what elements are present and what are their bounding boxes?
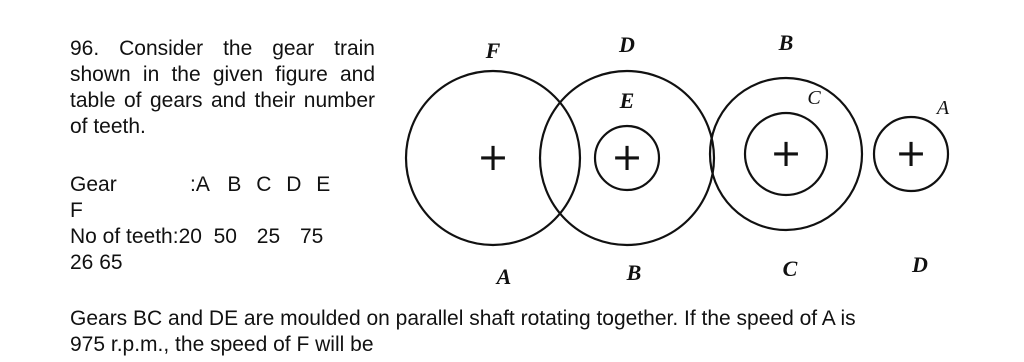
gear-table	[70, 172, 380, 276]
gear-row-label: Gear	[70, 173, 117, 196]
gear-row-wrap: F	[70, 199, 83, 222]
label-c-inner: C	[807, 87, 821, 109]
question-text: 96. Consider the gear train shown in the given figure and table of gears and their number of teeth.	[70, 37, 375, 138]
teeth-row-values: 50 25 75	[213, 225, 324, 248]
gear-a-center-mark: +	[895, 131, 927, 175]
footer-line-1: Gears BC and DE are moulded on parallel shaft rotating together. If the speed of A is	[70, 307, 856, 330]
teeth-row-label: No of teeth:20	[70, 225, 202, 248]
label-b-bottom: B	[626, 260, 642, 285]
label-f-top: F	[485, 38, 501, 63]
teeth-row-wrap: 26 65	[70, 251, 123, 274]
label-d-top: D	[619, 32, 635, 57]
label-c-bottom: C	[782, 256, 798, 281]
footer-line-2: 975 r.p.m., the speed of F will be	[70, 333, 374, 356]
question-footer	[70, 306, 970, 358]
gear-train-diagram	[400, 20, 980, 300]
label-a-bottom: A	[496, 264, 512, 289]
gear-row	[70, 172, 380, 198]
gear-b-center-mark: +	[770, 131, 802, 175]
label-d-bottom: D	[912, 252, 928, 277]
label-e-inner: E	[619, 88, 635, 113]
gear-train-figure	[400, 20, 980, 300]
gear-row-first: :A	[190, 173, 210, 196]
gear-f-center-mark: +	[477, 135, 509, 179]
teeth-row	[70, 224, 380, 250]
gear-d-center-mark: +	[611, 135, 643, 179]
gear-row-letters: B C D E	[227, 173, 331, 196]
label-a-inner: A	[936, 97, 950, 119]
label-b-top: B	[778, 30, 794, 55]
